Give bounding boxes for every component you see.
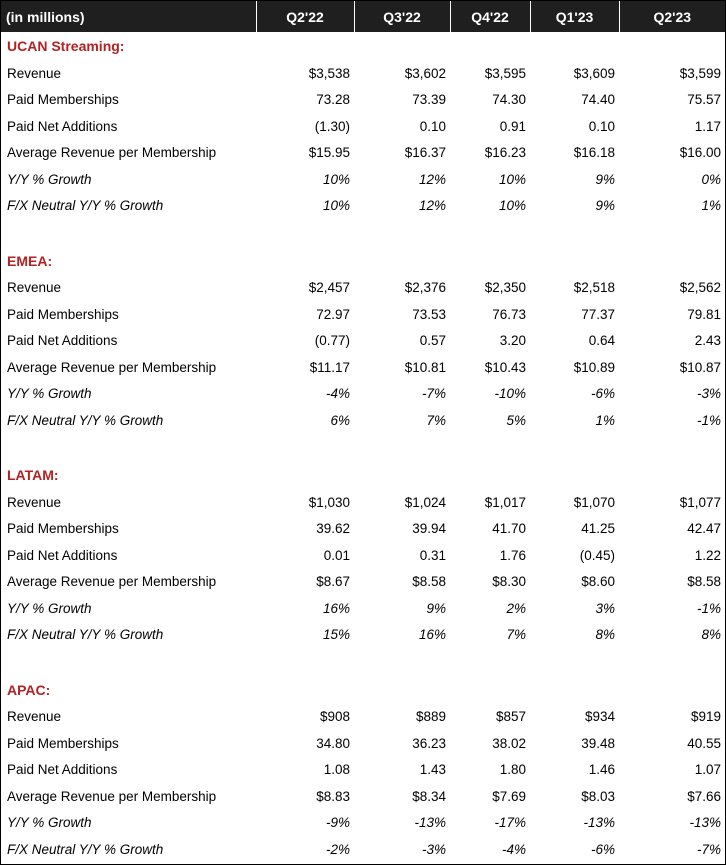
value-cell: 41.70 xyxy=(492,521,526,537)
value-cell: 5% xyxy=(506,412,526,428)
value-cell: 12% xyxy=(418,198,446,214)
row-label: Revenue xyxy=(7,280,62,296)
value-cell: 7% xyxy=(506,627,526,643)
row-label: Average Revenue per Membership xyxy=(7,359,217,375)
value-cell: $15.95 xyxy=(308,145,350,161)
row-label: Paid Memberships xyxy=(7,306,119,322)
value-cell: $11.17 xyxy=(309,359,350,375)
value-cell: 10% xyxy=(322,198,350,214)
value-cell: 74.30 xyxy=(492,92,526,108)
row-label: Paid Net Additions xyxy=(7,547,118,563)
value-cell: 0.57 xyxy=(419,333,446,349)
regional-results-table xyxy=(1,1,725,863)
period-header: Q1'23 xyxy=(530,1,619,32)
value-cell: 0% xyxy=(701,171,721,187)
table-row xyxy=(1,381,725,408)
value-cell: 1.17 xyxy=(694,118,721,134)
value-cell: $2,457 xyxy=(308,280,350,296)
section-header-row xyxy=(1,676,725,704)
value-cell: $2,350 xyxy=(484,280,526,296)
value-cell: 2% xyxy=(506,600,526,616)
value-cell: 79.81 xyxy=(687,306,721,322)
value-cell: 38.02 xyxy=(492,735,526,751)
row-label: Y/Y % Growth xyxy=(7,171,92,187)
value-cell: 1% xyxy=(701,198,721,214)
spacer-cell xyxy=(1,219,725,247)
value-cell: $2,518 xyxy=(573,280,615,296)
table-row xyxy=(1,166,725,193)
value-cell: $10.89 xyxy=(573,359,615,375)
value-cell: $3,602 xyxy=(404,65,446,81)
row-label: Y/Y % Growth xyxy=(7,815,92,831)
value-cell: 10% xyxy=(498,198,526,214)
section-header-row xyxy=(1,247,725,275)
value-cell: 1.76 xyxy=(499,547,526,563)
value-cell: -3% xyxy=(421,841,446,857)
value-cell: 0.31 xyxy=(419,547,446,563)
table-row xyxy=(1,757,725,784)
value-cell: 0.64 xyxy=(588,333,615,349)
period-header: Q3'22 xyxy=(354,1,450,32)
value-cell: -13% xyxy=(414,815,446,831)
table-row xyxy=(1,301,725,328)
value-cell: $8.34 xyxy=(412,788,446,804)
table-row xyxy=(1,113,725,140)
value-cell: $919 xyxy=(690,709,721,725)
value-cell: -13% xyxy=(689,815,721,831)
spacer-cell xyxy=(1,648,725,676)
value-cell: $3,595 xyxy=(484,65,526,81)
value-cell: 0.91 xyxy=(499,118,526,134)
value-cell: 75.57 xyxy=(687,92,721,108)
section-title: EMEA: xyxy=(7,252,53,269)
value-cell: $1,024 xyxy=(404,494,446,510)
value-cell: $1,017 xyxy=(484,494,526,510)
value-cell: 16% xyxy=(322,600,350,616)
value-cell: 73.53 xyxy=(412,306,446,322)
value-cell: 0.10 xyxy=(588,118,615,134)
header-row xyxy=(1,1,725,32)
value-cell: 9% xyxy=(426,600,446,616)
value-cell: -7% xyxy=(696,841,721,857)
row-label: Paid Net Additions xyxy=(7,118,118,134)
row-label: Paid Net Additions xyxy=(7,333,118,349)
value-cell: $2,376 xyxy=(404,280,446,296)
row-label: Revenue xyxy=(7,494,62,510)
value-cell: 10% xyxy=(322,171,350,187)
value-cell: -4% xyxy=(325,386,350,402)
table-row xyxy=(1,542,725,569)
row-label: Average Revenue per Membership xyxy=(7,574,217,590)
row-label: F/X Neutral Y/Y % Growth xyxy=(7,627,164,643)
table-row xyxy=(1,87,725,114)
value-cell: 1.22 xyxy=(694,547,721,563)
period-header: Q4'22 xyxy=(450,1,530,32)
value-cell: $16.18 xyxy=(573,145,615,161)
value-cell: 39.48 xyxy=(581,735,615,751)
value-cell: $8.58 xyxy=(412,574,446,590)
value-cell: $16.37 xyxy=(404,145,446,161)
value-cell: -4% xyxy=(501,841,526,857)
table-row xyxy=(1,140,725,167)
value-cell: (0.45) xyxy=(579,547,615,563)
value-cell: -13% xyxy=(583,815,615,831)
table-row xyxy=(1,275,725,302)
value-cell: $10.87 xyxy=(679,359,721,375)
row-label: F/X Neutral Y/Y % Growth xyxy=(7,841,164,857)
row-label: Revenue xyxy=(7,65,62,81)
units-label: (in millions) xyxy=(1,1,256,32)
value-cell: -2% xyxy=(325,841,350,857)
value-cell: $7.66 xyxy=(687,788,721,804)
row-label: Average Revenue per Membership xyxy=(7,145,217,161)
value-cell: $934 xyxy=(584,709,615,725)
value-cell: -17% xyxy=(494,815,526,831)
table-row xyxy=(1,704,725,731)
value-cell: -3% xyxy=(696,386,721,402)
value-cell: $16.00 xyxy=(679,145,721,161)
value-cell: 15% xyxy=(322,627,350,643)
value-cell: 0.10 xyxy=(419,118,446,134)
value-cell: 9% xyxy=(595,198,615,214)
value-cell: 42.47 xyxy=(687,521,721,537)
table-row xyxy=(1,489,725,516)
value-cell: 1.43 xyxy=(419,762,446,778)
value-cell: $3,599 xyxy=(679,65,721,81)
value-cell: 7% xyxy=(426,412,446,428)
value-cell: 10% xyxy=(498,171,526,187)
row-label: F/X Neutral Y/Y % Growth xyxy=(7,412,164,428)
value-cell: 0.01 xyxy=(323,547,350,563)
row-label: Paid Memberships xyxy=(7,521,119,537)
row-label: Y/Y % Growth xyxy=(7,386,92,402)
value-cell: $2,562 xyxy=(679,280,721,296)
value-cell: -10% xyxy=(494,386,526,402)
value-cell: $1,070 xyxy=(573,494,615,510)
value-cell: $8.58 xyxy=(687,574,721,590)
value-cell: 6% xyxy=(330,412,350,428)
value-cell: $16.23 xyxy=(484,145,526,161)
value-cell: 73.28 xyxy=(316,92,350,108)
row-label: F/X Neutral Y/Y % Growth xyxy=(7,198,164,214)
value-cell: 2.43 xyxy=(694,333,721,349)
value-cell: 8% xyxy=(595,627,615,643)
section-title: UCAN Streaming: xyxy=(7,38,125,54)
value-cell: 39.94 xyxy=(412,521,446,537)
value-cell: -1% xyxy=(696,600,721,616)
section-header-row xyxy=(1,461,725,489)
value-cell: -7% xyxy=(421,386,446,402)
spacer-cell xyxy=(1,434,725,462)
table-body xyxy=(1,32,725,863)
value-cell: 1.46 xyxy=(588,762,615,778)
value-cell: 40.55 xyxy=(687,735,721,751)
value-cell: -9% xyxy=(325,815,350,831)
value-cell: 41.25 xyxy=(581,521,615,537)
table-row xyxy=(1,783,725,810)
value-cell: $8.30 xyxy=(492,574,526,590)
value-cell: 1% xyxy=(595,412,615,428)
value-cell: (1.30) xyxy=(314,118,350,134)
table-row xyxy=(1,810,725,837)
table-row xyxy=(1,328,725,355)
section-title: LATAM: xyxy=(7,467,59,483)
value-cell: $7.69 xyxy=(492,788,526,804)
table-row xyxy=(1,730,725,757)
value-cell: 9% xyxy=(595,171,615,187)
table-row xyxy=(1,836,725,863)
value-cell: $8.03 xyxy=(581,788,615,804)
value-cell: 77.37 xyxy=(581,306,615,322)
table-row xyxy=(1,407,725,434)
value-cell: 3.20 xyxy=(499,333,526,349)
value-cell: 34.80 xyxy=(316,735,350,751)
value-cell: $10.43 xyxy=(484,359,526,375)
row-label: Paid Memberships xyxy=(7,735,119,751)
value-cell: $3,538 xyxy=(308,65,350,81)
row-label: Revenue xyxy=(7,709,62,725)
value-cell: $908 xyxy=(319,709,350,725)
table-row xyxy=(1,516,725,543)
value-cell: $1,077 xyxy=(679,494,721,510)
spacer-row xyxy=(1,219,725,247)
row-label: Paid Net Additions xyxy=(7,762,118,778)
value-cell: $10.81 xyxy=(404,359,446,375)
value-cell: (0.77) xyxy=(314,333,350,349)
table-row xyxy=(1,354,725,381)
row-label: Paid Memberships xyxy=(7,92,119,108)
value-cell: 1.08 xyxy=(323,762,350,778)
value-cell: -6% xyxy=(590,386,615,402)
value-cell: 39.62 xyxy=(316,521,350,537)
value-cell: 8% xyxy=(701,627,721,643)
value-cell: 3% xyxy=(595,600,615,616)
table-row xyxy=(1,60,725,87)
row-label: Average Revenue per Membership xyxy=(7,788,217,804)
value-cell: $8.83 xyxy=(316,788,350,804)
value-cell: 1.80 xyxy=(499,762,526,778)
value-cell: 12% xyxy=(418,171,446,187)
value-cell: 72.97 xyxy=(316,306,350,322)
period-header: Q2'22 xyxy=(256,1,354,32)
spacer-row xyxy=(1,434,725,462)
period-header: Q2'23 xyxy=(653,8,692,25)
value-cell: -1% xyxy=(696,412,721,428)
value-cell: $1,030 xyxy=(308,494,350,510)
value-cell: 73.39 xyxy=(412,92,446,108)
value-cell: 74.40 xyxy=(581,92,615,108)
value-cell: 36.23 xyxy=(412,735,446,751)
value-cell: $8.60 xyxy=(581,574,615,590)
value-cell: $857 xyxy=(495,709,526,725)
value-cell: -6% xyxy=(590,841,615,857)
section-title: APAC: xyxy=(7,681,51,698)
table-row xyxy=(1,193,725,220)
section-header-row xyxy=(1,32,725,60)
value-cell: 76.73 xyxy=(492,306,526,322)
value-cell: $3,609 xyxy=(573,65,615,81)
value-cell: $8.67 xyxy=(316,574,350,590)
table-row xyxy=(1,569,725,596)
value-cell: 16% xyxy=(418,627,446,643)
value-cell: $889 xyxy=(415,709,446,725)
row-label: Y/Y % Growth xyxy=(7,600,92,616)
spacer-row xyxy=(1,648,725,676)
table-row xyxy=(1,622,725,649)
table-row xyxy=(1,595,725,622)
value-cell: 1.07 xyxy=(694,762,721,778)
